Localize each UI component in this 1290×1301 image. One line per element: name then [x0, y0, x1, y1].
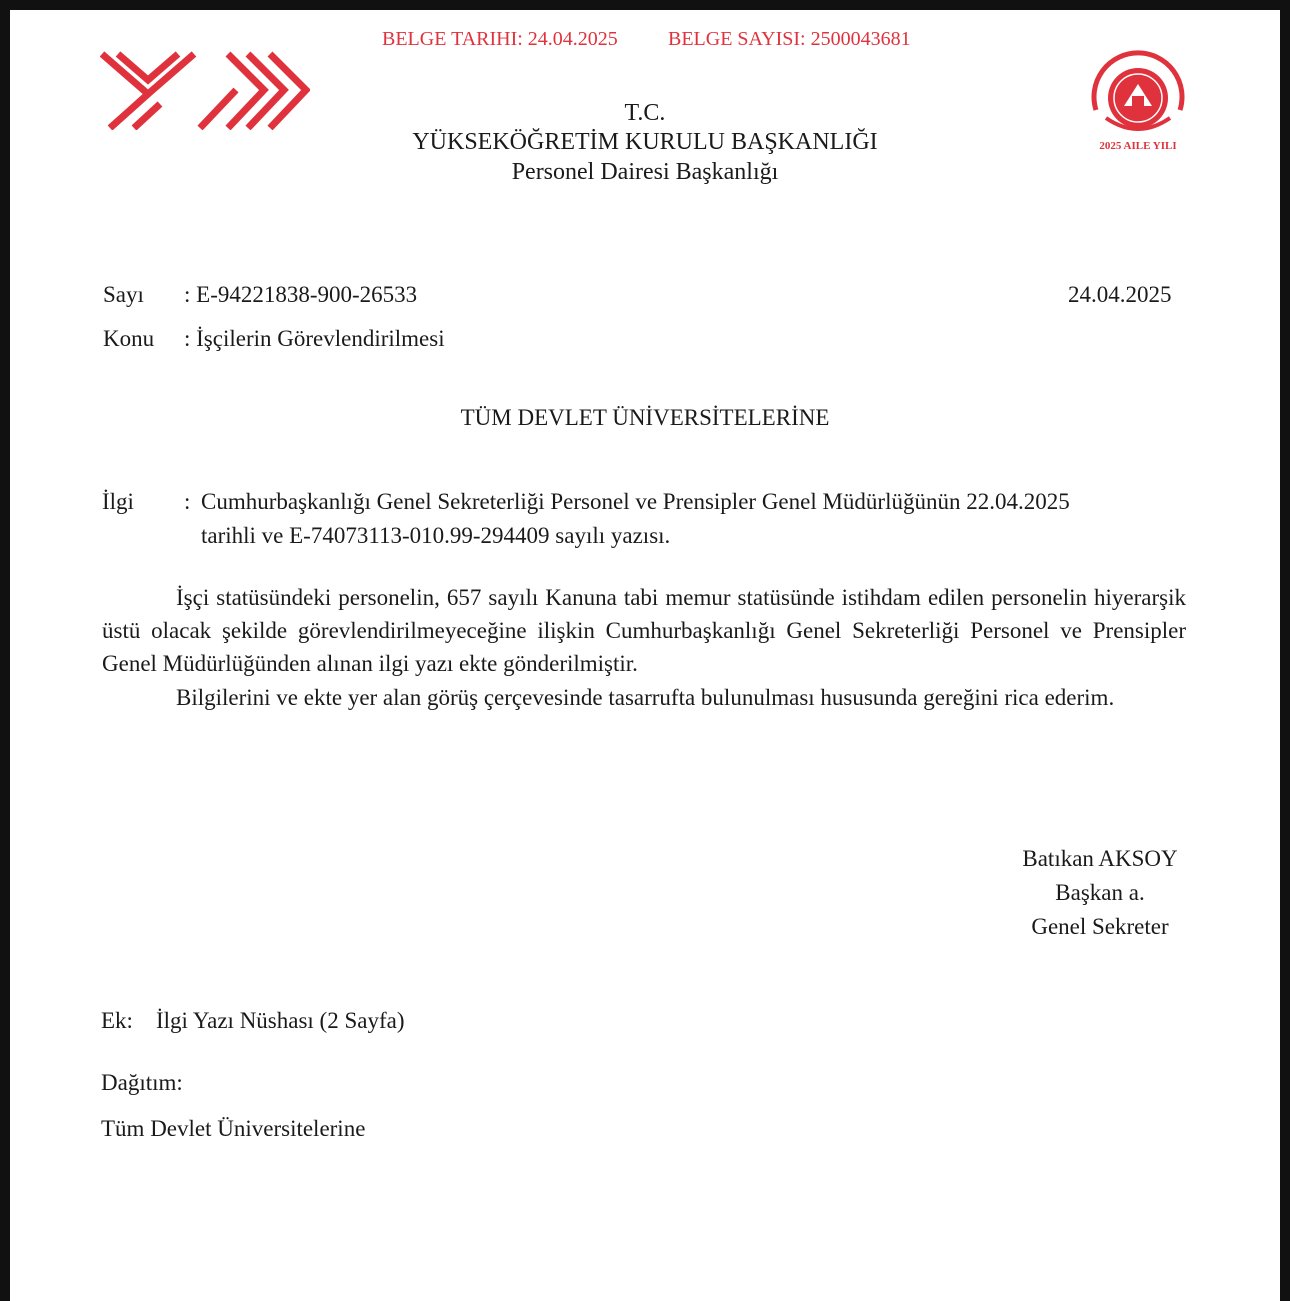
ek-label: Ek: — [101, 1008, 133, 1033]
konu-label: Konu — [103, 326, 155, 351]
sayi-label: Sayı — [103, 282, 144, 307]
body-paragraph-1: İşçi statüsündeki personelin, 657 sayılı Kanuna tabi memur statüsünde istihdam edilen personelin hiyerarşik üstü olacak şekilde görevlendirilmeyeceğine ilişkin Cumhurbaşkanlığı Genel Sekreterliği Personel ve Prensipler Genel Müdürlüğünden alınan ilgi yazı ekte gönderilmiştir. — [102, 585, 1186, 676]
belge-tarihi: BELGE TARIHI: 24.04.2025 — [382, 28, 618, 50]
konu-value: : İşçilerin Görevlendirilmesi — [184, 326, 445, 351]
signatory-title-2: Genel Sekreter — [1031, 914, 1169, 939]
tc-heading: T.C. — [624, 100, 666, 126]
ilgi-colon: : — [184, 489, 191, 514]
ilgi-label: İlgi — [102, 489, 134, 514]
sayi-value: : E-94221838-900-26533 — [184, 282, 418, 307]
signatory-name: Batıkan AKSOY — [1022, 846, 1178, 871]
signatory-title-1: Başkan a. — [1055, 880, 1145, 905]
ilgi-line-1: Cumhurbaşkanlığı Genel Sekreterliği Personel ve Prensipler Genel Müdürlüğünün 22.04.2025 — [201, 489, 1070, 514]
body-paragraph-2: Bilgilerini ve ekte yer alan görüş çerçevesinde tasarrufta bulunulması hususunda gereğini rica ederim. — [176, 685, 1115, 710]
aile-yili-text: 2025 AILE YILI — [1099, 140, 1177, 152]
institution-heading: YÜKSEKÖĞRETİM KURULU BAŞKANLIĞI — [412, 129, 878, 155]
document-date: 24.04.2025 — [1068, 282, 1172, 307]
document-page — [10, 10, 1280, 1301]
dagitim-label: Dağıtım: — [101, 1070, 183, 1095]
ek-value: İlgi Yazı Nüshası (2 Sayfa) — [156, 1008, 405, 1033]
department-heading: Personel Dairesi Başkanlığı — [511, 159, 779, 185]
dagitim-value: Tüm Devlet Üniversitelerine — [101, 1116, 366, 1141]
recipient-heading: TÜM DEVLET ÜNİVERSİTELERİNE — [460, 405, 830, 430]
belge-sayisi: BELGE SAYISI: 2500043681 — [668, 28, 911, 50]
ilgi-line-2: tarihli ve E-74073113-010.99-294409 sayılı yazısı. — [201, 523, 671, 548]
